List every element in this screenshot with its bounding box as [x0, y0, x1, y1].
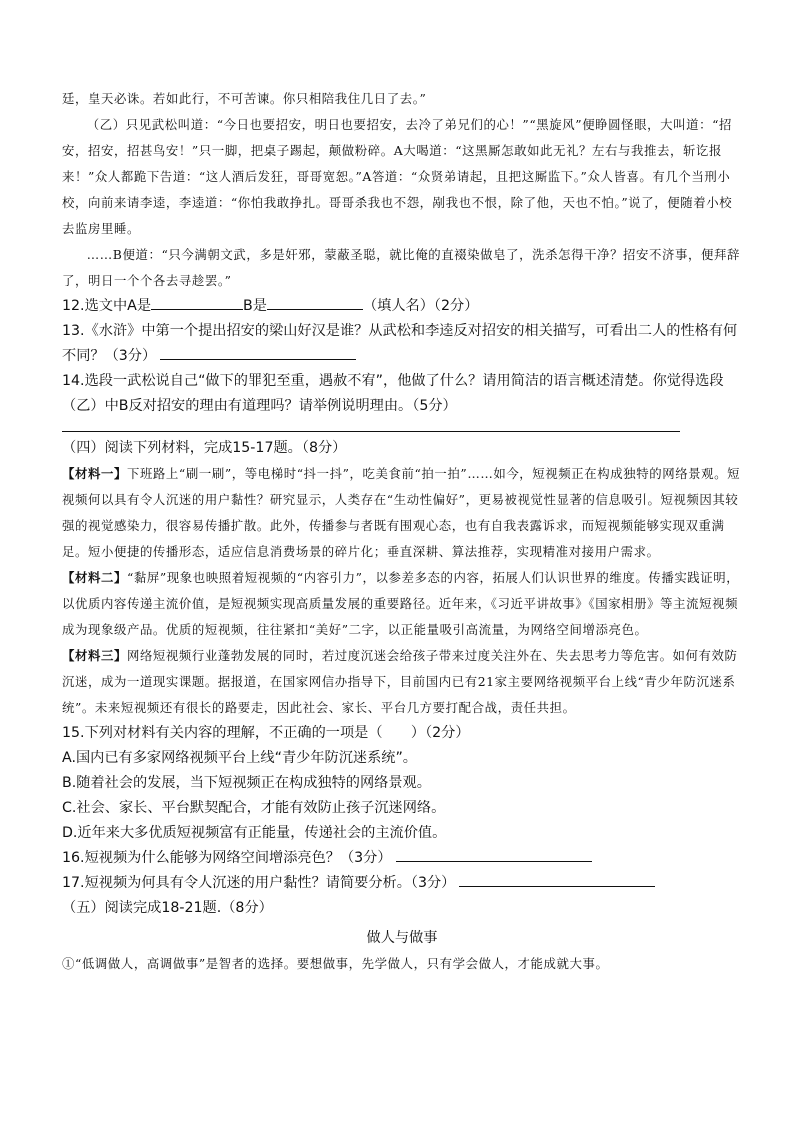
- question-15: 15.下列对材料有关内容的理解，不正确的一项是（ ）（2分）: [62, 725, 470, 741]
- q14-answer-line[interactable]: [62, 421, 680, 432]
- q17-text: 17.短视频为何具有令人沉迷的用户黏性？请简要分析。（3分）: [62, 875, 456, 891]
- essay-title: 做人与做事: [366, 930, 438, 946]
- material-2-label: 【材料二】: [62, 570, 127, 585]
- question-17: [62, 871, 742, 896]
- essay-paragraph-1: ①“低调做人，高调做事”是智者的选择。要想做事，先学做人，只有学会做人，才能成就大事。: [62, 956, 609, 971]
- material-2-text: “黏屏”现象也映照着短视频的“内容引力”，以参差多态的内容，拓展人们认识世界的维度。传播实践证明，以优质内容传递主流价值，是短视频实现高质量发展的重要路径。近年来，《习近平讲故事》《国家相册》等主流短视频成为现象级产品。优质的短视频，往往紧扣“美好”二字，以正能量吸引高流量，为网络空间增添亮色。: [62, 570, 740, 637]
- q13-text: 13.《水浒》中第一个提出招安的梁山好汉是谁？从武松和李逵反对招安的相关描写，可看出二人的性格有何不同？（3分）: [62, 323, 738, 364]
- q17-blank[interactable]: [459, 872, 655, 887]
- q12-blank-b[interactable]: [267, 295, 363, 310]
- question-13: [62, 319, 742, 369]
- passage-b-end: ……B便道：“只今满朝文武，多是奸邪，蒙蔽圣聪，就比俺的直裰染做皂了，洗杀怎得干净？招安不济事，便拜辞了，明日一个个各去寻趁罢。”: [62, 247, 740, 288]
- material-2: [62, 565, 742, 643]
- question-12: [62, 294, 742, 319]
- q15-option-d[interactable]: D.近年来大多优质短视频富有正能量，传递社会的主流价值。: [62, 825, 447, 841]
- material-3-text: 网络短视频行业蓬勃发展的同时，若过度沉迷会给孩子带来过度关注外在、失去思考力等危害。如何有效防沉迷，成为一道现实课题。据报道，在国家网信办指导下，目前国内已有21家主要网络视频平台上线“青少年防沉迷系统”。未来短视频还有很长的路要走，因此社会、家长、平台几方要打配合战，责任共担。: [62, 648, 738, 715]
- q15-option-b[interactable]: B.随着社会的发展，当下短视频正在构成独特的网络景观。: [62, 775, 431, 791]
- q12-blank-a[interactable]: [151, 295, 243, 310]
- material-3: [62, 643, 742, 721]
- passage-b-paragraph: （乙）只见武松叫道：“今日也要招安，明日也要招安，去冷了弟兄们的心！”“黑旋风”便睁圆怪眼，大叫道：“招安，招安，招甚鸟安！”只一脚，把桌子踢起，颠做粉碎。A大喝道：“这黑厮怎敢如此无礼？左右与我推去，斩讫报来！”众人都跪下告道：“这人酒后发狂，哥哥宽恕。”A答道：“众贤弟请起，且把这厮监下。”众人皆喜。有几个当刑小校，向前来请李逵，李逵道：“你怕我敢挣扎。哥哥杀我也不怨，剐我也不恨，除了他，天也不怕。”说了，便随着小校去监房里睡。: [62, 117, 733, 236]
- material-3-label: 【材料三】: [62, 648, 127, 663]
- material-1-label: 【材料一】: [62, 466, 127, 481]
- question-14: 14.选段一武松说自己“做下的罪犯至重，遇赦不宥”，他做了什么？请用简洁的语言概述清楚。你觉得选段（乙）中B反对招安的理由有道理吗？请举例说明理由。（5分）: [62, 373, 724, 414]
- q12-text-b: B是: [243, 298, 267, 314]
- section-5-heading: （五）阅读完成18-21题.（8分）: [62, 900, 273, 916]
- q15-option-c[interactable]: C.社会、家长、平台默契配合，才能有效防止孩子沉迷网络。: [62, 800, 446, 816]
- q12-text-c: （填人名）（2分）: [362, 298, 479, 314]
- q13-blank[interactable]: [160, 345, 356, 360]
- q15-option-a[interactable]: A.国内已有多家网络视频平台上线“青少年防沉迷系统”。: [62, 750, 417, 766]
- material-1: [62, 461, 742, 565]
- material-1-text: 下班路上“刷一刷”，等电梯时“抖一抖”，吃美食前“拍一拍”……如今，短视频正在构成独特的网络景观。短视频何以具有令人沉迷的用户黏性？研究显示，人类存在“生动性偏好”，更易被视觉性显著的信息吸引。短视频因其较强的视觉感染力，很容易传播扩散。此外，传播参与者既有围观心态，也有自我表露诉求，而短视频能够实现双重满足。短小便捷的传播形态，适应信息消费场景的碎片化；垂直深耕、算法推荐，实现精准对接用户需求。: [62, 466, 741, 559]
- document-page: [62, 86, 742, 977]
- passage-yi-end: 廷，皇天必诛。若如此行，不可苦谏。你只相陪我住几日了去。”: [62, 91, 427, 106]
- q12-text-a: 12.选文中A是: [62, 298, 152, 314]
- section-4-heading: （四）阅读下列材料，完成15-17题。（8分）: [62, 440, 347, 456]
- q16-blank[interactable]: [396, 847, 592, 862]
- q16-text: 16.短视频为什么能够为网络空间增添亮色？（3分）: [62, 850, 392, 866]
- question-16: [62, 846, 742, 871]
